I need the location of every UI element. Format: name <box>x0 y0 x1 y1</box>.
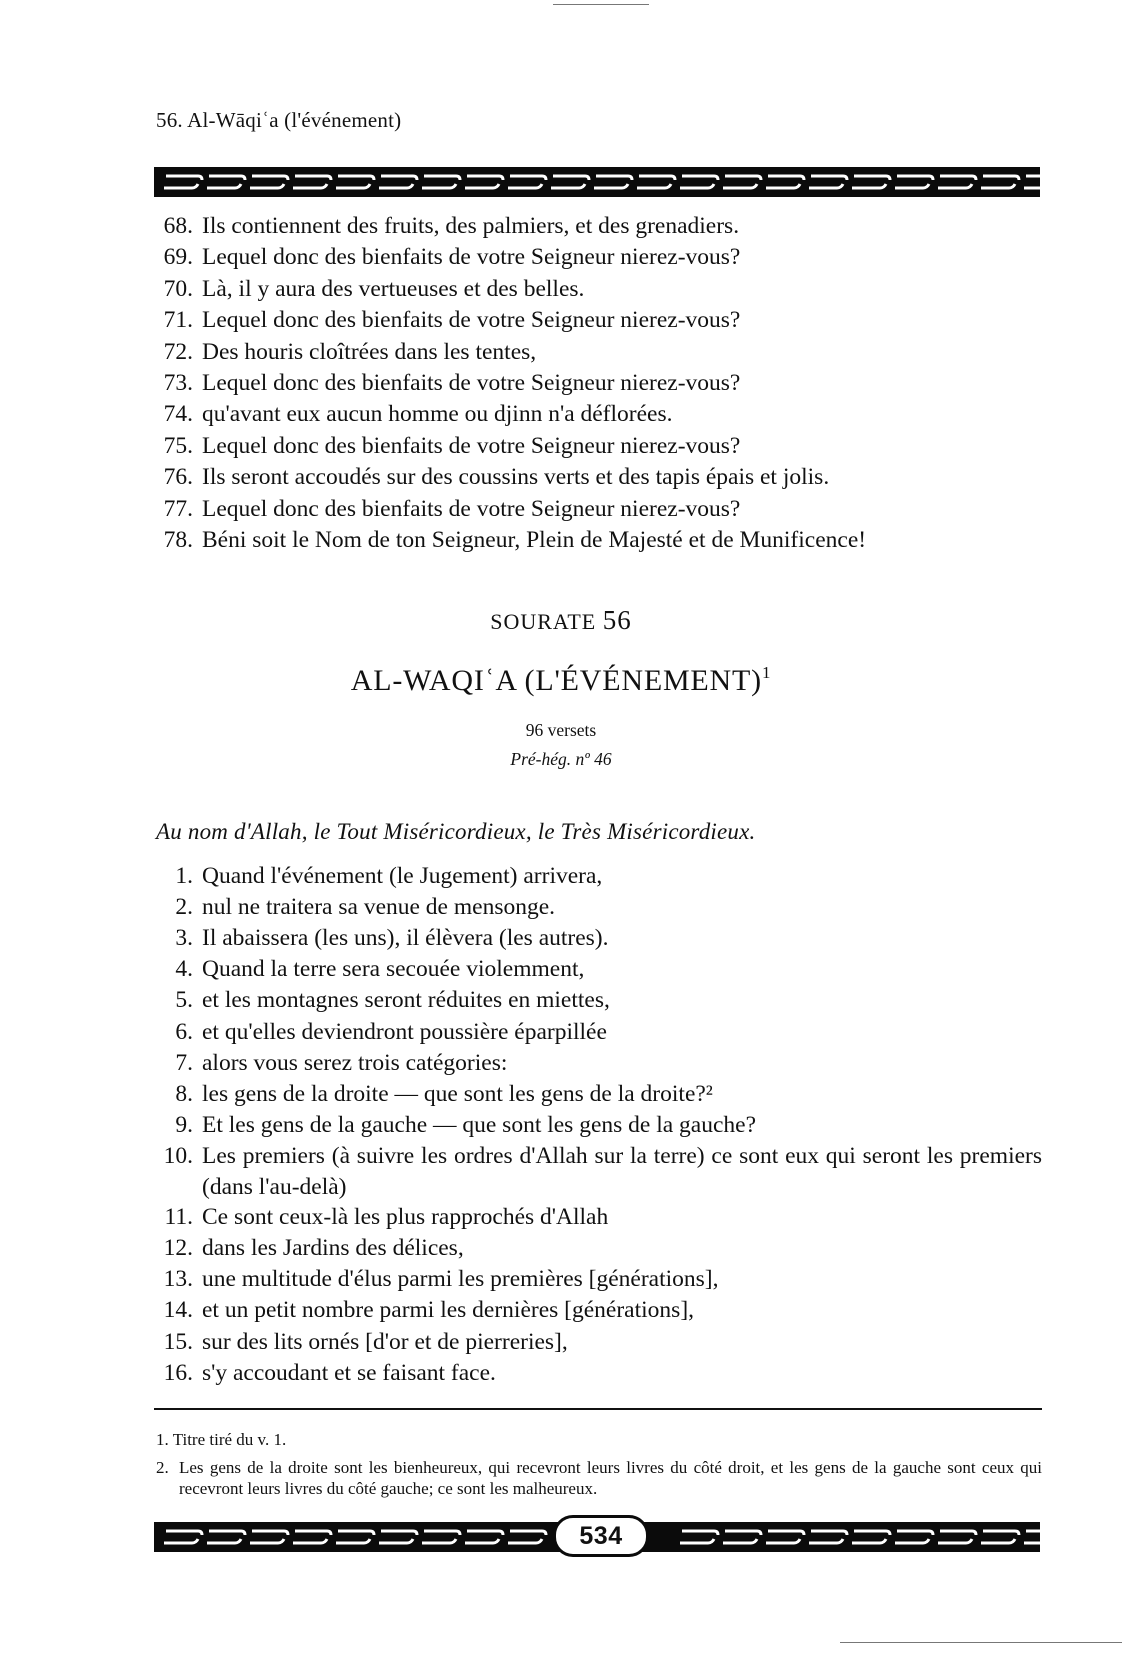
verse-number: 9. <box>175 1111 193 1138</box>
verse-number: 78. <box>163 527 193 553</box>
verse-number: 15. <box>163 1328 193 1355</box>
footnote-text: Titre tiré du v. 1. <box>172 1430 287 1449</box>
chain-link <box>981 1531 1019 1543</box>
chain-link <box>508 1531 546 1543</box>
chain-link <box>207 1531 245 1543</box>
verse-number: 1. <box>175 863 193 889</box>
chain-link <box>250 176 288 188</box>
verse-text: nul ne traitera sa venue de mensonge. <box>202 894 556 921</box>
verse-text: et qu'elles deviendront poussière éparpillée <box>202 1018 607 1045</box>
verse-text: Lequel donc des bienfaits de votre Seigneur nierez-vous? <box>202 307 741 334</box>
verse-text: Là, il y aura des vertueuses et des belles. <box>202 275 585 302</box>
verse-number: 76. <box>163 464 193 491</box>
footnote-1 <box>156 1429 286 1450</box>
footnote-number: 1. <box>156 1430 169 1449</box>
verse-number: 73. <box>163 370 193 396</box>
verse-text: s'y accoudant et se faisant face. <box>202 1359 496 1386</box>
verse-text: Béni soit le Nom de ton Seigneur, Plein de Majesté et de Munificence! <box>202 527 867 553</box>
basmala: Au nom d'Allah, le Tout Miséricordieux, le Très Miséricordieux. <box>156 819 756 844</box>
chain-link <box>465 176 503 188</box>
verse-number: 16. <box>163 1359 193 1386</box>
chain-link <box>852 176 890 188</box>
page-number: 534 <box>579 1521 623 1550</box>
footnote-number: 2. <box>156 1458 169 1477</box>
ornamental-band-top <box>154 167 1040 197</box>
verse-number: 70. <box>163 275 193 302</box>
verse-number: 5. <box>175 987 193 1014</box>
verse-number: 8. <box>175 1080 193 1107</box>
verse-text: Quand la terre sera secouée violemment, <box>202 956 585 983</box>
verse-text: Lequel donc des bienfaits de votre Seigneur nierez-vous? <box>202 432 741 459</box>
chain-link <box>895 176 933 188</box>
chain-link <box>1024 1531 1040 1543</box>
verse-number: 77. <box>163 495 193 522</box>
sourate-title-text: AL-WAQIʿA (L'ÉVÉNEMENT) <box>350 664 762 697</box>
verse-text: et un petit nombre parmi les dernières [générations], <box>202 1297 695 1324</box>
verse-number: 6. <box>175 1018 193 1045</box>
chain-link <box>422 176 460 188</box>
verse-text: une multitude d'élus parmi les premières [générations], <box>202 1266 719 1293</box>
verse-count: 96 versets <box>525 720 597 740</box>
verse-text: Les premiers (à suivre les ordres d'Allah sur la terre) ce sont eux qui seront les premiers (dans l'au-delà) <box>202 1142 1042 1200</box>
chain-link <box>895 1531 933 1543</box>
verse-number: 74. <box>163 401 193 428</box>
chain-link <box>852 1531 890 1543</box>
verse-text: Et les gens de la gauche — que sont les gens de la gauche? <box>202 1111 757 1138</box>
pre-hegira-number: Pré-hég. nº 46 <box>510 749 612 769</box>
chain-link <box>1024 176 1040 188</box>
chain-link <box>809 1531 847 1543</box>
verse-number: 72. <box>163 338 193 365</box>
chain-link <box>551 176 589 188</box>
chain-link <box>723 176 761 188</box>
sourate-label-text: SOURATE <box>490 609 597 634</box>
verse-number: 4. <box>175 956 193 983</box>
verse-text: Il abaissera (les uns), il élèvera (les autres). <box>202 925 609 952</box>
verse-number: 13. <box>163 1266 193 1293</box>
verse-number: 3. <box>175 925 193 952</box>
verse-text: Ce sont ceux-là les plus rapprochés d'Allah <box>202 1204 609 1231</box>
top-margin-mark <box>553 4 649 5</box>
verse-number: 68. <box>163 213 193 239</box>
chain-link <box>938 176 976 188</box>
verse-number: 11. <box>164 1204 193 1231</box>
chain-link <box>207 176 245 188</box>
chain-link <box>508 176 546 188</box>
chain-link <box>594 176 632 188</box>
verse-text: les gens de la droite — que sont les gens de la droite?² <box>202 1080 713 1107</box>
verse-number: 75. <box>163 432 193 459</box>
verse-number: 12. <box>163 1235 193 1262</box>
verse-text: Ils seront accoudés sur des coussins verts et des tapis épais et jolis. <box>202 464 830 491</box>
chain-link <box>637 176 675 188</box>
chain-link <box>938 1531 976 1543</box>
chain-link <box>164 176 202 188</box>
sourate-number: 56 <box>602 605 632 635</box>
chain-link <box>766 176 804 188</box>
chain-link <box>379 176 417 188</box>
verse-text: Lequel donc des bienfaits de votre Seigneur nierez-vous? <box>202 370 741 396</box>
chain-link <box>981 176 1019 188</box>
chain-link <box>723 1531 761 1543</box>
verse-number: 7. <box>175 1049 193 1076</box>
bottom-margin-mark <box>840 1642 1122 1643</box>
chain-link <box>164 1531 202 1543</box>
verse-number: 71. <box>163 307 193 334</box>
verse-text: alors vous serez trois catégories: <box>202 1049 508 1076</box>
verse-text: Quand l'événement (le Jugement) arrivera, <box>202 863 603 889</box>
chain-ornament-top <box>154 167 1040 197</box>
page-number-box <box>553 1515 649 1557</box>
chain-link <box>680 1531 718 1543</box>
running-head: 56. Al-Wāqiʿa (l'événement) <box>156 108 402 132</box>
footnote-rule <box>154 1408 1042 1410</box>
chain-link <box>680 176 718 188</box>
chain-link <box>250 1531 288 1543</box>
verse-text: Ils contiennent des fruits, des palmiers, et des grenadiers. <box>202 213 740 239</box>
footnote-text: Les gens de la droite sont les bienheureux, qui recevront leurs livres du côté droit, et les gens de la gauche sont ceux qui recevront leurs livres du côté gauche; ce sont les malheureux. <box>179 1458 1042 1498</box>
chain-link <box>422 1531 460 1543</box>
sourate-label <box>0 605 1122 636</box>
verse-text: sur des lits ornés [d'or et de pierreries], <box>202 1328 568 1355</box>
verse-number: 69. <box>163 244 193 271</box>
chain-link <box>465 1531 503 1543</box>
verse-text: Lequel donc des bienfaits de votre Seigneur nierez-vous? <box>202 495 741 522</box>
chain-link <box>336 176 374 188</box>
verse-text: Lequel donc des bienfaits de votre Seigneur nierez-vous? <box>202 244 741 271</box>
verse-number: 10. <box>163 1142 193 1169</box>
verse-number: 2. <box>175 894 193 921</box>
chain-link <box>809 176 847 188</box>
verse-text: Des houris cloîtrées dans les tentes, <box>202 338 537 365</box>
chain-link <box>379 1531 417 1543</box>
chain-link <box>293 1531 331 1543</box>
chain-link <box>336 1531 374 1543</box>
verse-text: et les montagnes seront réduites en miettes, <box>202 987 610 1014</box>
chain-link <box>766 1531 804 1543</box>
sourate-title <box>0 663 1122 698</box>
chain-link <box>293 176 331 188</box>
verse-number: 14. <box>163 1297 193 1324</box>
verse-text: dans les Jardins des délices, <box>202 1235 464 1262</box>
verse-text: qu'avant eux aucun homme ou djinn n'a déflorées. <box>202 401 673 428</box>
title-footnote-ref: 1 <box>761 663 772 682</box>
